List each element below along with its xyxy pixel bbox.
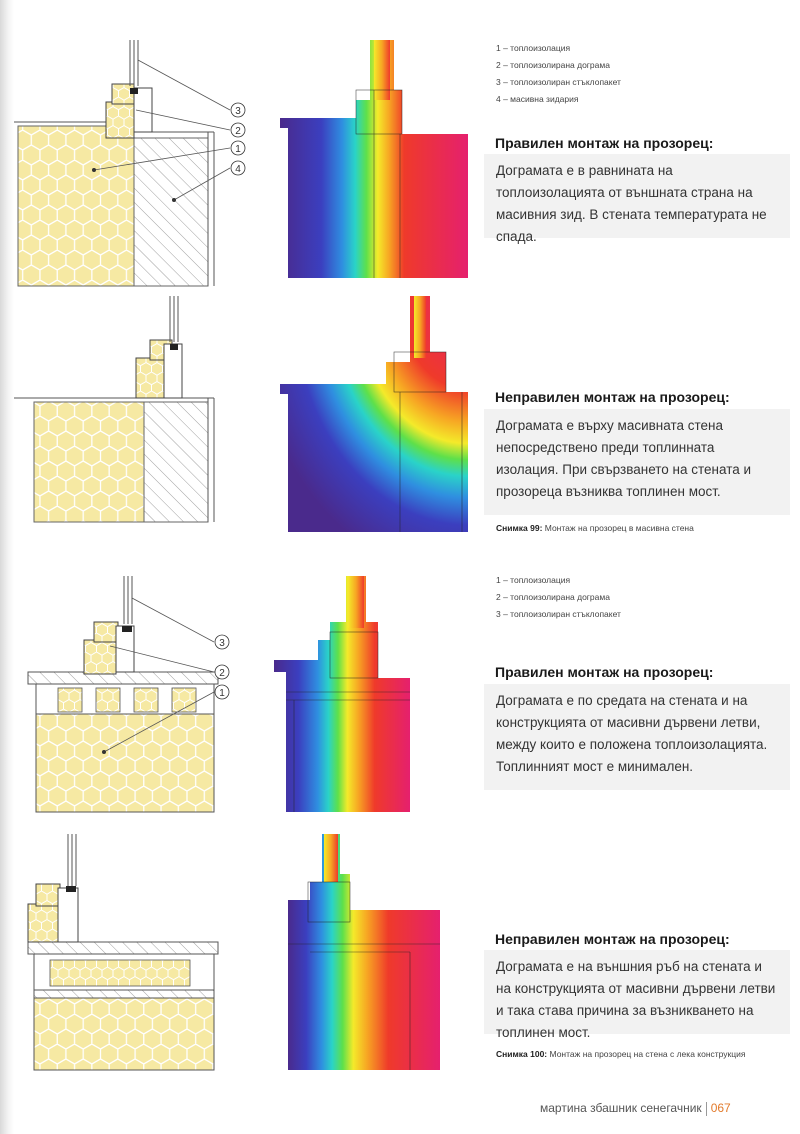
page-footer <box>540 1101 731 1116</box>
legend-item: 4 – масивна зидария <box>496 94 579 104</box>
insulation-layer <box>36 714 214 812</box>
legend-bottom <box>496 572 621 623</box>
window-frame <box>28 904 58 942</box>
section-drawing-correct-masonry <box>14 40 264 290</box>
page-binding-shadow <box>0 0 14 1134</box>
section-heading: Правилен монтаж на прозорец: <box>495 664 714 680</box>
legend-item: 2 – топлоизолирана дограма <box>496 592 610 602</box>
figure-caption: Снимка 100: Монтаж на прозорец на стена с лека конструкция <box>496 1049 746 1059</box>
svg-text:2: 2 <box>219 668 225 679</box>
svg-text:1: 1 <box>219 688 225 699</box>
description-text: Дограмата е по средата на стената и на конструкцията от масивни дървени летви, между които е положена топлоизолацията. Топлинният мост е минимален. <box>496 693 768 774</box>
thermal-image-incorrect-masonry <box>270 296 480 536</box>
legend-item: 3 – топлоизолиран стъклопакет <box>496 77 621 87</box>
section-drawing-correct-timber <box>14 576 264 816</box>
description-text: Дограмата е в равнината на топлоизолацията от външната страна на масивния зид. В стената температурата не спада. <box>496 163 767 244</box>
insulation-layer <box>18 126 134 286</box>
description-box <box>484 950 790 1040</box>
masonry-wall <box>144 402 208 522</box>
thermal-image-correct-timber <box>270 576 480 816</box>
window-frame <box>84 640 116 674</box>
masonry-wall <box>134 138 208 286</box>
thermal-image-incorrect-timber <box>270 834 480 1074</box>
section-heading: Неправилен монтаж на прозорец: <box>495 931 730 947</box>
legend-item: 1 – топлоизолация <box>496 43 571 53</box>
description-box <box>484 409 790 515</box>
svg-text:2: 2 <box>235 126 241 137</box>
section-drawing-incorrect-masonry <box>14 296 264 526</box>
section-drawing-incorrect-timber <box>14 834 264 1074</box>
section-heading: Неправилен монтаж на прозорец: <box>495 389 730 405</box>
window-frame <box>136 358 164 398</box>
svg-text:4: 4 <box>235 164 241 175</box>
svg-text:1: 1 <box>235 144 241 155</box>
description-box <box>484 684 790 790</box>
footer-divider <box>706 1102 707 1116</box>
svg-text:3: 3 <box>219 638 225 649</box>
legend-item: 3 – топлоизолиран стъклопакет <box>496 609 621 619</box>
description-box <box>484 154 790 244</box>
footer-author: мартина збашник сенегачник <box>540 1101 702 1115</box>
legend-item: 2 – топлоизолирана дограма <box>496 60 610 70</box>
figure-caption: Снимка 99: Монтаж на прозорец в масивна стена <box>496 523 694 533</box>
insulation-layer <box>34 402 144 522</box>
insulation-layer <box>34 998 214 1070</box>
window-frame <box>106 102 134 138</box>
description-text: Дограмата е върху масивната стена непосредствено преди топлинната изолация. При свързването на стената и прозореца възниква топлинен мост. <box>496 418 752 499</box>
thermal-image-correct-masonry <box>270 40 480 280</box>
section-heading: Правилен монтаж на прозорец: <box>495 135 714 151</box>
legend-item: 1 – топлоизолация <box>496 575 571 585</box>
description-text: Дограмата е на външния ръб на стената и на конструкцията от масивни дървени летви и така става причина за възникването на топлинен мост. <box>496 959 776 1040</box>
svg-text:3: 3 <box>235 106 241 117</box>
page-number: 067 <box>710 1101 731 1115</box>
legend-top <box>496 40 621 108</box>
